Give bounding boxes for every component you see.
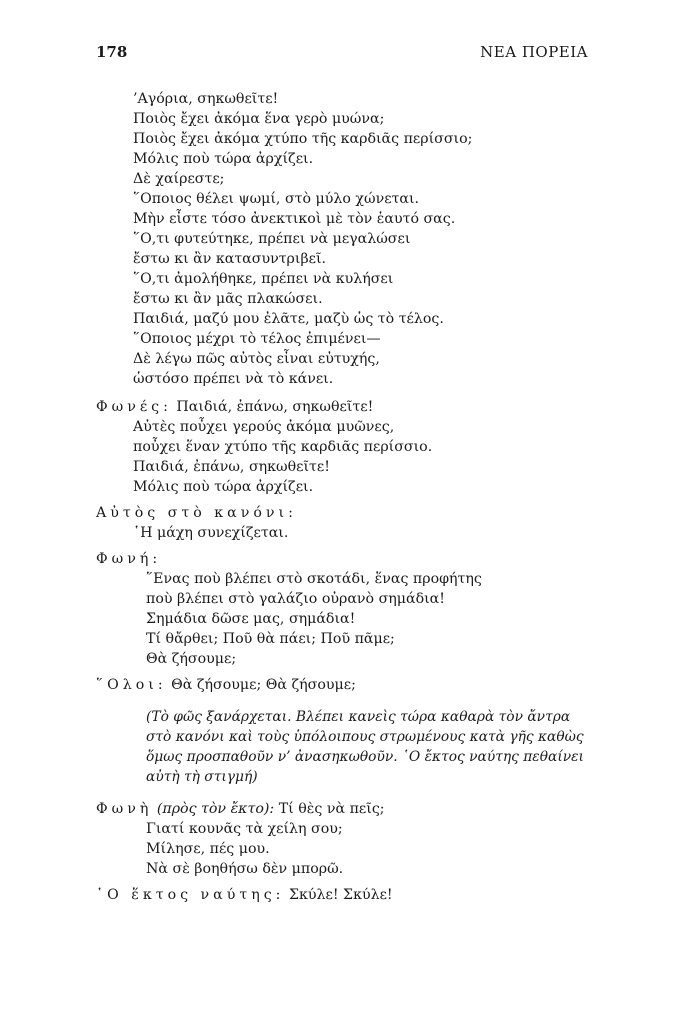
- speech-text: Τί θὲς νὰ πεῖς;: [278, 801, 385, 817]
- verse-line: Μόλις ποὺ τώρα ἀρχίζει.: [133, 479, 314, 495]
- verse-line: ἔστω κι ἂν μᾶς πλακώσει.: [133, 291, 323, 307]
- speaker-line: [96, 504, 297, 522]
- speech-text: Παιδιά, ἐπάνω, σηκωθεῖτε!: [176, 399, 374, 415]
- speaker-line: [96, 676, 356, 694]
- verse-line: Αὐτὲς ποὖχει γερούς ἀκόμα μυῶνες,: [133, 419, 395, 435]
- verse-line: Ποιὸς ἔχει ἀκόμα χτύπο τῆς καρδιᾶς περίσσιο;: [133, 131, 473, 147]
- verse-line: Μίλησε, πές μου.: [146, 841, 270, 857]
- verse-line: Παιδιά, μαζύ μου ἐλᾶτε, μαζὺ ὡς τὸ τέλος.: [133, 311, 444, 327]
- stage-direction: (πρὸς τὸν ἔκτο):: [156, 801, 275, 817]
- verse-line: Δὲ λέγω πῶς αὐτὸς εἶναι εὐτυχής,: [133, 351, 380, 367]
- stage-direction-line: ὅμως προσπαθοῦν ν’ ἀνασηκωθοῦν. ῾Ο ἔκτος ναύτης πεθαίνει: [146, 749, 584, 765]
- speaker-name: Αὐτὸς στὸ κανόνι:: [96, 505, 297, 521]
- speech-text: Θὰ ζήσουμε; Θὰ ζήσουμε;: [171, 677, 356, 693]
- stage-direction-line: αὐτὴ τὴ στιγμή): [146, 769, 258, 785]
- speaker-line: [96, 886, 393, 904]
- verse-line: ’Αγόρια, σηκωθεῖτε!: [133, 91, 279, 107]
- verse-line: Νὰ σὲ βοηθήσω δὲν μπορῶ.: [146, 861, 344, 877]
- verse-line: ῞Οποιος θέλει ψωμί, στὸ μύλο χώνεται.: [133, 191, 420, 207]
- running-title: ΝΕΑ ΠΟΡΕΙΑ: [480, 43, 588, 61]
- verse-line: Παιδιά, ἐπάνω, σηκωθεῖτε!: [133, 459, 330, 475]
- speaker-name: ῾Ο ἕκτος ναύτης:: [96, 887, 285, 903]
- verse-line: ἔστω κι ἂν κατασυντριβεῖ.: [133, 251, 327, 267]
- verse-line: ῾Η μάχη συνεχίζεται.: [133, 525, 289, 541]
- verse-line: ῞Ο,τι ἀμολήθηκε, πρέπει νὰ κυλήσει: [133, 271, 394, 287]
- verse-line: Σημάδια δῶσε μας, σημάδια!: [146, 611, 356, 627]
- speaker-line: [96, 398, 373, 416]
- verse-line: Μόλις ποὺ τώρα ἀρχίζει.: [133, 151, 314, 167]
- speaker-line: [96, 550, 161, 568]
- stage-direction-line: στὸ κανόνι καὶ τοὺς ὑπόλοιπους στρωμένους κατὰ γῆς καθὼς: [146, 729, 584, 745]
- verse-line: Θὰ ζήσουμε;: [146, 651, 237, 667]
- speech-text: Σκύλε! Σκύλε!: [288, 887, 393, 903]
- speaker-name: Φωνὴ: [96, 801, 153, 817]
- verse-line: ῞Ενας ποὺ βλέπει στὸ σκοτάδι, ἕνας προφήτης: [146, 571, 482, 587]
- verse-line: ῞Οποιος μέχρι τὸ τέλος ἐπιμένει—: [133, 331, 381, 347]
- verse-line: Μὴν εἶστε τόσο ἀνεκτικοὶ μὲ τὸν ἑαυτό σας.: [133, 211, 456, 227]
- verse-line: ποὖχει ἕναν χτύπο τῆς καρδιᾶς περίσσιο.: [133, 439, 433, 455]
- verse-line: ποὺ βλέπει στὸ γαλάζιο οὐρανὸ σημάδια!: [146, 591, 445, 607]
- verse-line: ὡστόσο πρέπει νὰ τὸ κάνει.: [133, 371, 334, 387]
- speaker-name: Φωνή:: [96, 551, 162, 567]
- speaker-name: Φωνές:: [96, 399, 172, 415]
- verse-line: ῞Ο,τι φυτεύτηκε, πρέπει νὰ μεγαλώσει: [133, 231, 411, 247]
- verse-line: Γιατί κουνᾶς τὰ χείλη σου;: [146, 821, 343, 837]
- speaker-line: [96, 800, 385, 818]
- page-number: 178: [96, 43, 128, 61]
- stage-direction-line: (Τὸ φῶς ξανάρχεται. Βλέπει κανεὶς τώρα καθαρὰ τὸν ἄντρα: [146, 709, 571, 725]
- verse-line: Ποιὸς ἔχει ἀκόμα ἕνα γερὸ μυώνα;: [133, 111, 385, 127]
- verse-line: Τί θἄρθει; Ποῦ θὰ πάει; Ποῦ πᾶμε;: [146, 631, 395, 647]
- speaker-name: ῞Ολοι:: [96, 677, 167, 693]
- verse-line: Δὲ χαίρεστε;: [133, 171, 225, 187]
